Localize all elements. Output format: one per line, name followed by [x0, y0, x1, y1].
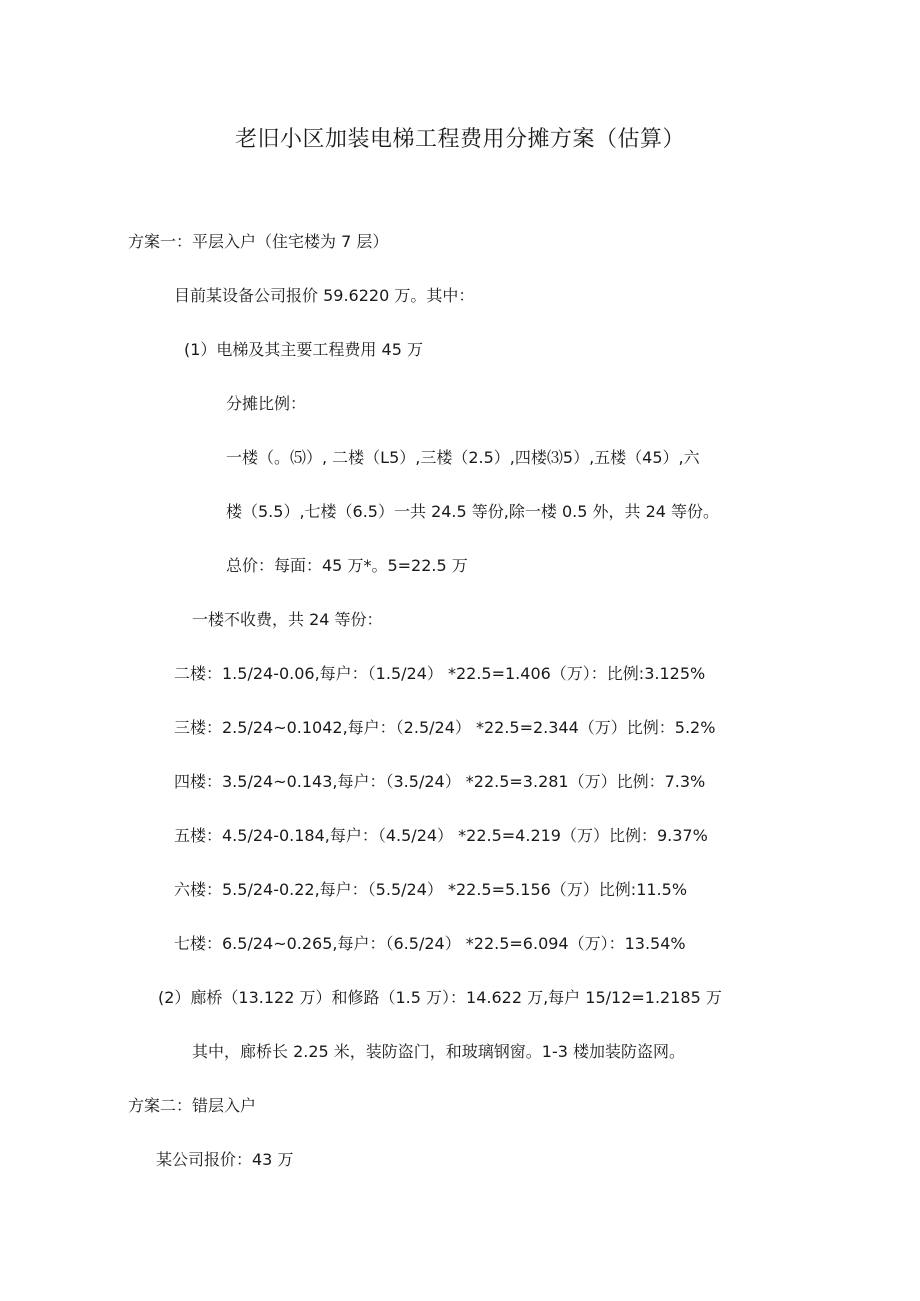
plan-two-quote: 某公司报价：43 万 [156, 1150, 294, 1169]
floor-5-line: 五楼：4.5/24-0.184,每户：（4.5/24） *22.5=4.219（万）比例：9.37% [174, 826, 708, 845]
document-title: 老旧小区加装电梯工程费用分摊方案（估算） [234, 127, 685, 152]
plan-two-heading: 方案二：错层入户 [128, 1096, 257, 1115]
floor-6-line: 六楼：5.5/24-0.22,每户：（5.5/24） *22.5=5.156（万）比例:11.5% [174, 880, 688, 899]
floor-7-line: 七楼：6.5/24~0.265,每户：（6.5/24） *22.5=6.094（万）：13.54% [174, 934, 686, 953]
item-one-heading: (1）电梯及其主要工程费用 45 万 [184, 340, 423, 359]
ratio-label: 分摊比例： [226, 394, 307, 413]
plan-one-heading: 方案一：平层入户（住宅楼为 7 层） [128, 232, 389, 251]
quote-line: 目前某设备公司报价 59.6220 万。其中： [174, 286, 475, 305]
floor-4-line: 四楼：3.5/24~0.143,每户：（3.5/24） *22.5=3.281（万）比例：7.3% [174, 772, 706, 791]
bridge-detail-line: 其中，廊桥长 2.25 米，装防盗门，和玻璃钢窗。1-3 楼加装防盗网。 [192, 1042, 686, 1061]
total-price-line: 总价：每面：45 万*。5=22.5 万 [226, 556, 468, 575]
ratio-line-1: 一楼（。⑸）, 二楼（L5）,三楼（2.5）,四楼⑶5）,五楼（45）,六 [226, 448, 700, 467]
floor-3-line: 三楼：2.5/24~0.1042,每户：（2.5/24） *22.5=2.344（万）比例：5.2% [174, 718, 716, 737]
ratio-line-2: 楼（5.5）,七楼（6.5）一共 24.5 等份,除一楼 0.5 外，共 24 等份。 [226, 502, 720, 521]
first-floor-note: 一楼不收费，共 24 等份： [192, 610, 383, 629]
item-two-heading: (2）廊桥（13.122 万）和修路（1.5 万）：14.622 万,每户 15/12=1.2185 万 [158, 988, 722, 1007]
floor-2-line: 二楼：1.5/24-0.06,每户：（1.5/24） *22.5=1.406（万）：比例:3.125% [174, 664, 706, 683]
